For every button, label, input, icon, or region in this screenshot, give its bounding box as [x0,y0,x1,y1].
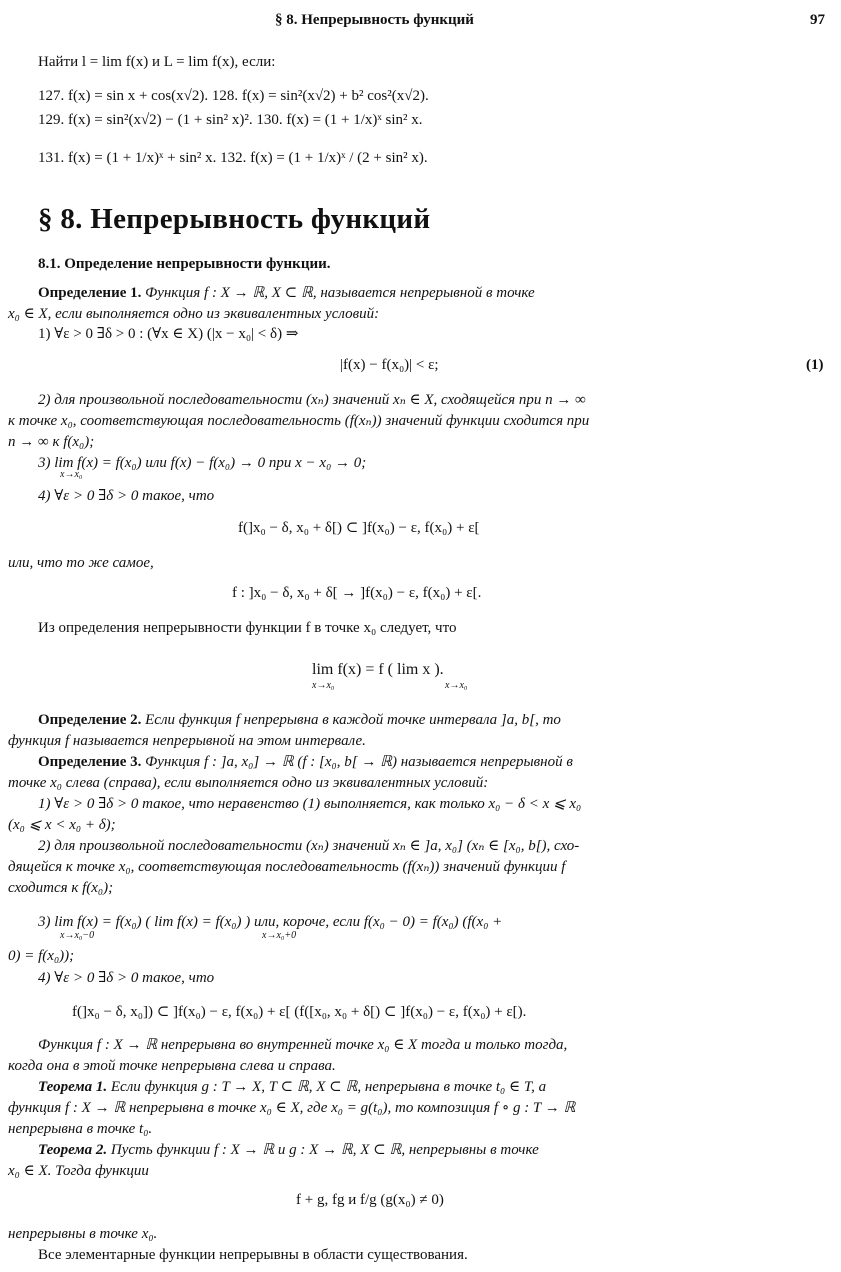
def3-text1: Функция f : ]a, x₀] → ℝ (f : [x₀, b[ → ℝ) называется непрерывной в [145,754,573,770]
section-title: § 8. Непрерывность функций [38,203,431,235]
thm2-text2: x₀ ∈ X. Тогда функции [8,1163,149,1179]
def2-line1 [38,710,561,730]
thm1-line1 [38,1077,546,1097]
thm2-label: Теорема 2. [38,1142,108,1158]
thm1-text3: непрерывна в точке t₀. [8,1121,153,1137]
def1-cond2a: 2) для произвольной последовательности (xₙ) значений xₙ ∈ X, сходящейся при n → ∞ [38,392,586,408]
def1-formula4-sub1: x→x₀ [312,680,335,691]
def3-cond4: 4) ∀ε > 0 ∃δ > 0 такое, что [38,970,215,986]
def1-cond1: 1) ∀ε > 0 ∃δ > 0 : (∀x ∈ X) (|x − x₀| < δ) ⇒ [38,326,299,342]
def1-formula4: lim f(x) = f ( lim x ). [312,661,444,678]
def1-text1: Функция f : X → ℝ, X ⊂ ℝ, называется непрерывной в точке [145,285,535,301]
def3-cond1b: (x₀ ⩽ x < x₀ + δ); [8,817,116,833]
def1-formula1: |f(x) − f(x₀)| < ε; [340,357,439,373]
remark-line2: когда она в этой точке непрерывна слева и справа. [8,1058,336,1074]
problem-line-3: 131. f(x) = (1 + 1/x)ˣ + sin² x. 132. f(x) = (1 + 1/x)ˣ / (2 + sin² x). [38,150,428,166]
def2-label: Определение 2. [38,712,142,728]
def3-cond3b: 0) = f(x₀)); [8,948,75,964]
def3-text2: точке x₀ слева (справа), если выполняется одно из эквивалентных условий: [8,775,489,791]
thm2-text1: Пусть функции f : X → ℝ и g : X → ℝ, X ⊂ ℝ, непрерывны в точке [110,1142,539,1158]
def1-text2: x₀ ∈ X, если выполняется одно из эквивалентных условий: [8,306,380,322]
thm2-line1 [38,1140,539,1160]
thm2-text3: непрерывны в точке x₀. [8,1226,158,1242]
def3-label: Определение 3. [38,754,142,770]
thm1-text2: функция f : X → ℝ непрерывна в точке x₀ ∈ X, где x₀ = g(t₀), то композиция f ∘ g : T → ℝ [8,1100,576,1116]
running-head: § 8. Непрерывность функций [275,12,474,28]
def3-cond3-sub1: x→x₀−0 [60,930,95,941]
def3-cond2a: 2) для произвольной последовательности (xₙ) значений xₙ ∈ ]a, x₀] (xₙ ∈ [x₀, b[), схо- [38,838,580,854]
thm1-text1: Если функция g : T → X, T ⊂ ℝ, X ⊂ ℝ, непрерывна в точке t₀ ∈ T, а [110,1079,547,1095]
def1-follows: Из определения непрерывности функции f в точке x₀ следует, что [38,620,457,636]
def1-label: Определение 1. [38,285,142,301]
problem-line-2: 129. f(x) = sin²(x√2) − (1 + sin² x)². 130. f(x) = (1 + 1/x)ˣ sin² x. [38,112,423,128]
thm1-label: Теорема 1. [38,1079,108,1095]
subsection-title: 8.1. Определение непрерывности функции. [38,256,331,272]
def3-cond2b: дящейся к точке x₀, соответствующая последовательность (f(xₙ)) значений функции f [8,859,566,875]
def1-formula4-sub2: x→x₀ [445,680,468,691]
def1-or-same: или, что то же самое, [8,555,154,571]
thm2-formula: f + g, fg и f/g (g(x₀) ≠ 0) [296,1192,444,1208]
def1-formula3: f : ]x₀ − δ, x₀ + δ[ → ]f(x₀) − ε, f(x₀) + ε[. [232,585,482,601]
remark-line1: Функция f : X → ℝ непрерывна во внутренней точке x₀ ∈ X тогда и только тогда, [38,1037,568,1053]
problems-intro: Найти l = lim f(x) и L = lim f(x), если: [38,54,276,70]
def1-cond2c: n → ∞ к f(x₀); [8,434,95,450]
def1-cond3-sub: x→x₀ [60,469,83,480]
def1-cond2b: к точке x₀, соответствующая последовательность (f(xₙ)) значений функции сходится при [8,413,590,429]
def3-formula5: f(]x₀ − δ, x₀]) ⊂ ]f(x₀) − ε, f(x₀) + ε[ (f([x₀, x₀ + δ[) ⊂ ]f(x₀) − ε, f(x₀) + ε[). [72,1004,527,1020]
def1-cond4: 4) ∀ε > 0 ∃δ > 0 такое, что [38,488,215,504]
formula-tag-1: (1) [806,357,824,373]
def3-cond3-sub2: x→x₀+0 [262,930,297,941]
def2-text1: Если функция f непрерывна в каждой точке интервала ]a, b[, то [145,712,561,728]
def1-cond3: 3) lim f(x) = f(x₀) или f(x) − f(x₀) → 0 при x − x₀ → 0; [38,455,367,471]
def3-cond1a: 1) ∀ε > 0 ∃δ > 0 такое, что неравенство (1) выполняется, как только x₀ − δ < x ⩽ x₀ [38,796,582,812]
def2-text2: функция f называется непрерывной на этом интервале. [8,733,366,749]
def1-line1 [38,283,535,303]
def3-cond3a: 3) lim f(x) = f(x₀) ( lim f(x) = f(x₀) ) или, короче, если f(x₀ − 0) = f(x₀) (f(x₀ + [38,914,503,930]
problem-line-1: 127. f(x) = sin x + cos(x√2). 128. f(x) = sin²(x√2) + b² cos²(x√2). [38,88,429,104]
def1-formula2: f(]x₀ − δ, x₀ + δ[) ⊂ ]f(x₀) − ε, f(x₀) + ε[ [238,520,480,536]
def3-line1 [38,752,573,772]
def3-cond2c: сходится к f(x₀); [8,880,114,896]
final-statement: Все элементарные функции непрерывны в области существования. [38,1247,468,1263]
page-number: 97 [810,12,825,28]
